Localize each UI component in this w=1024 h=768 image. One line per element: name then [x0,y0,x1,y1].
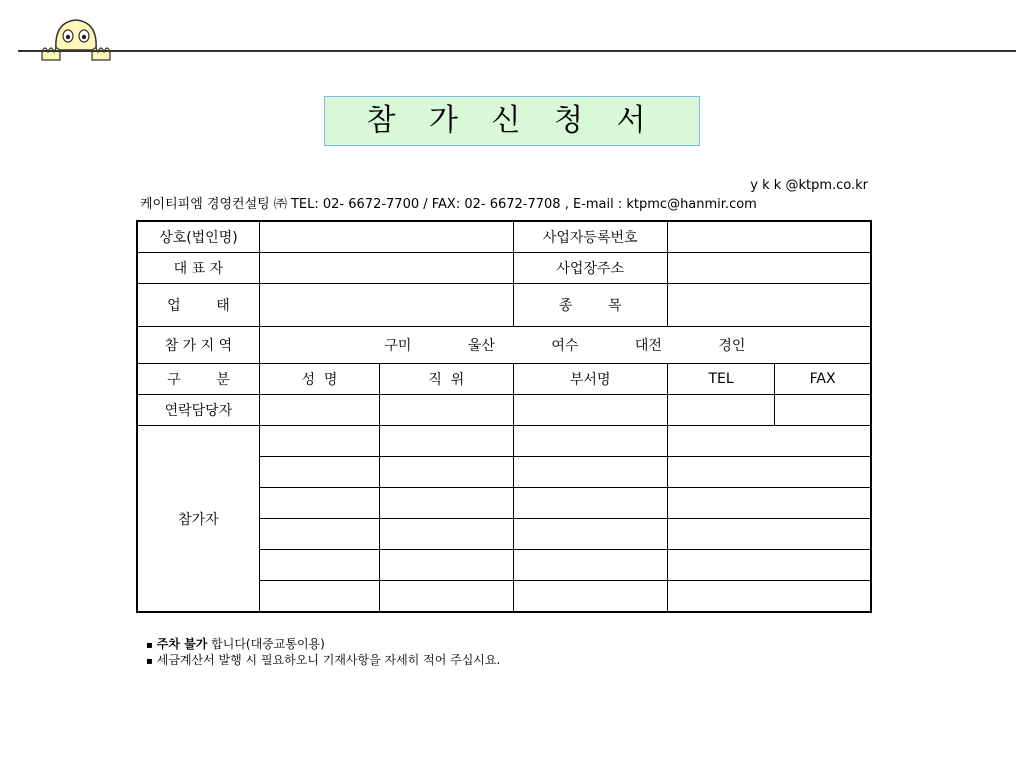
representative-field[interactable] [259,253,513,284]
contact-department-field[interactable] [513,395,667,426]
participant-contact-field[interactable] [667,457,871,488]
region-option-yeosu[interactable]: 여수 [551,338,579,354]
participant-contact-field[interactable] [667,519,871,550]
contact-name-field[interactable] [259,395,379,426]
header-divider [18,50,1016,52]
participant-name-field[interactable] [259,581,379,613]
participant-name-field[interactable] [259,488,379,519]
company-name-field[interactable] [259,221,513,253]
participant-department-field[interactable] [513,581,667,613]
business-reg-no-label: 사업자등록번호 [513,221,667,253]
fax-header: FAX [775,364,871,395]
region-option-daejeon[interactable]: 대전 [634,338,662,354]
business-address-field[interactable] [667,253,871,284]
participant-department-field[interactable] [513,488,667,519]
participant-row [137,426,871,457]
region-option-gumi[interactable]: 구미 [384,338,412,354]
contact-fax-field[interactable] [775,395,871,426]
contact-info-line: 케이티피엠 경영컨설팅 ㈜ TEL: 02- 6672-7700 / FAX: 02- 6672-7708 , E-mail : ktpmc@hanmir.com [140,197,757,212]
business-type-label: 업 태 [137,284,259,327]
contact-tel-field[interactable] [667,395,774,426]
position-header: 직 위 [380,364,513,395]
participant-name-field[interactable] [259,426,379,457]
participant-department-field[interactable] [513,519,667,550]
contact-email-line: y k k @ktpm.co.kr [750,178,868,193]
participant-department-field[interactable] [513,550,667,581]
contact-position-field[interactable] [380,395,513,426]
representative-label: 대 표 자 [137,253,259,284]
note-invoice: ▪ 세금계산서 발행 시 필요하오니 기재사항을 자세히 적어 주십시요. [146,653,500,669]
region-options [259,327,871,364]
note-parking: ▪ 주차 불가 합니다(대중교통이용) [146,637,500,653]
form-title: 참 가 신 청 서 [324,96,700,146]
table-row [137,395,871,426]
participant-contact-field[interactable] [667,550,871,581]
application-form-table [136,220,872,613]
contact-person-label: 연락담당자 [137,395,259,426]
tel-header: TEL [667,364,774,395]
participant-contact-field[interactable] [667,581,871,613]
region-option-ulsan[interactable]: 울산 [467,338,495,354]
participant-position-field[interactable] [380,426,513,457]
participant-department-field[interactable] [513,457,667,488]
participant-name-field[interactable] [259,550,379,581]
name-header: 성 명 [259,364,379,395]
department-header: 부서명 [513,364,667,395]
business-item-field[interactable] [667,284,871,327]
table-row [137,221,871,253]
participants-label: 참가자 [137,426,259,613]
table-row [137,327,871,364]
business-item-label: 종 목 [513,284,667,327]
participant-contact-field[interactable] [667,488,871,519]
mascot-logo [34,16,118,64]
table-row [137,253,871,284]
participant-position-field[interactable] [380,550,513,581]
table-row [137,284,871,327]
participant-contact-field[interactable] [667,426,871,457]
participant-department-field[interactable] [513,426,667,457]
participant-position-field[interactable] [380,519,513,550]
participant-position-field[interactable] [380,457,513,488]
table-row [137,364,871,395]
category-header: 구 분 [137,364,259,395]
notes [146,637,500,669]
participant-position-field[interactable] [380,488,513,519]
region-option-gyeongin[interactable]: 경인 [718,338,746,354]
business-address-label: 사업장주소 [513,253,667,284]
participant-name-field[interactable] [259,519,379,550]
participant-position-field[interactable] [380,581,513,613]
company-name-label: 상호(법인명) [137,221,259,253]
business-reg-no-field[interactable] [667,221,871,253]
region-label: 참 가 지 역 [137,327,259,364]
business-type-field[interactable] [259,284,513,327]
participant-name-field[interactable] [259,457,379,488]
